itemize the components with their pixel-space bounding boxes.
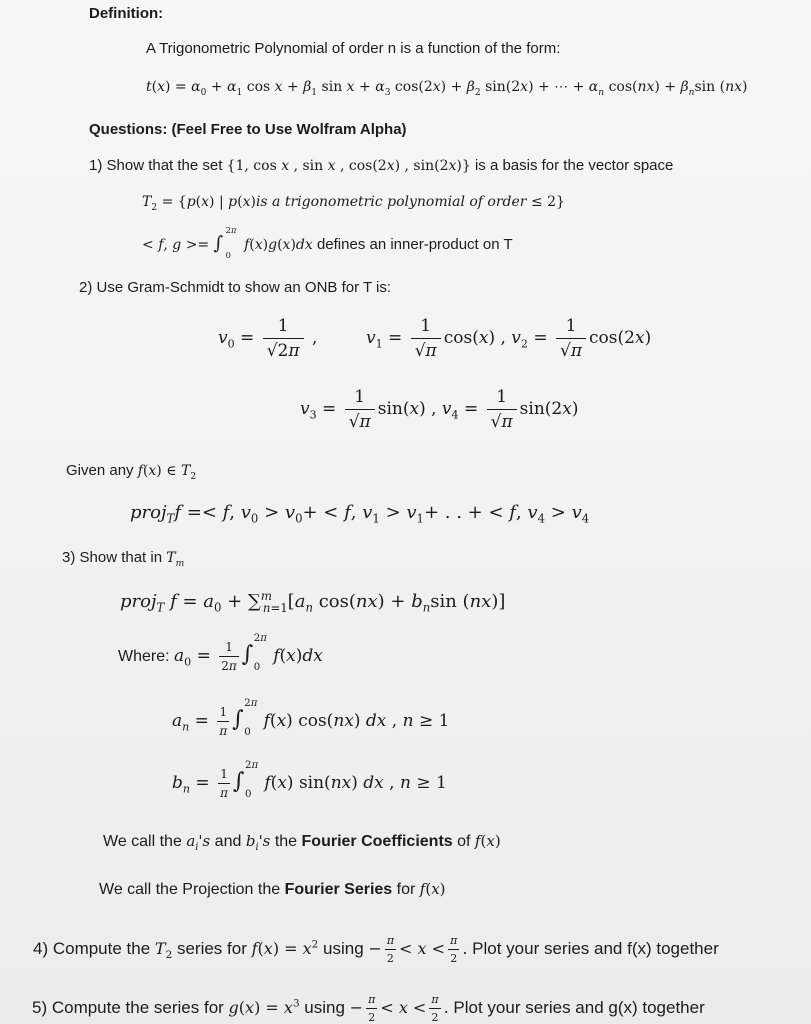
proj-for-text: for <box>396 881 416 898</box>
q5-suffix: Plot your series and g(x) together <box>453 998 705 1017</box>
q1-inner-product-suffix: defines an inner-product on T <box>316 236 513 253</box>
q1-suffix: is a basis for the vector space <box>474 157 674 174</box>
coefficient-a0: Where: $a_0$ = $\frac{1}{2\pi}$ ∫ 2π 0 f(x)dx <box>118 633 323 673</box>
where-label: Where: <box>118 648 170 665</box>
onb-v1-v2: $v_1$ = $\frac{1}{√\pi}$ cos(x) , $v_2$ = $\frac{1}{√\pi}$ cos(2x) <box>366 316 652 361</box>
projection-formula: proj$_T$f =< f, $v_0 > v_0+ < f$, $v_1 > v_1+$ . . + < f, $v_4 > v_4$ <box>130 502 590 526</box>
questions-heading: Questions: (Feel Free to Use Wolfram Alpha) <box>89 121 407 138</box>
question-1 <box>89 157 673 174</box>
definition-heading: Definition: <box>89 5 164 22</box>
question-2: 2) Use Gram-Schmidt to show an ONB for T is: <box>79 279 392 296</box>
question-5: 5) Compute the series for $g(x) = x^3$ using − $\frac{\pi}{2}$ < x < $\frac{\pi}{2}$ . Plot your series and g(x) together <box>32 993 705 1024</box>
q5-using: using <box>304 998 345 1017</box>
proj-pre-text: We call the Projection the <box>99 881 281 898</box>
q4-series-text: series for <box>176 939 247 958</box>
coefficient-an: $a_n$ = $\frac{1}{\pi}$ ∫ 2π 0 f(x) cos(nx) dx , n ≥ 1 <box>172 698 450 738</box>
q1-prefix: 1) Show that the set <box>89 157 223 174</box>
q1-space-definition: $T_2 = \{p(x)$ | p(x)is a trigonometric polynomial of order ≤ 2} <box>142 194 565 213</box>
fourier-series-term: Fourier Series <box>284 881 393 898</box>
given-statement: Given any f(x) ∈ $T_2$ <box>66 462 197 482</box>
q4-prefix: 4) Compute the <box>33 939 151 958</box>
coefficient-bn: $b_n$ = $\frac{1}{\pi}$ ∫ 2π 0 f(x) sin(nx) dx , n ≥ 1 <box>172 760 447 800</box>
fourier-series-note: We call the Projection the Fourier Series for f(x) <box>99 880 446 898</box>
trig-polynomial-formula: $t(x) = \alpha_0 + \alpha_1$ $\cos x + \beta_1$ $\sin x + \alpha_3$ $\cos(2x) + \beta_2$ sin(2x) + ⋯ + $\alpha_n$ $\cos(nx) + \beta_n\sin$ (nx) <box>146 79 748 98</box>
q4-using: using <box>323 939 364 958</box>
q1-inner-product: < f, g >= ∫ 2π 0 f(x)g(x)dx defines an inner-product on T <box>142 225 513 260</box>
fourier-coefficients-note: We call the $a_i's$ and $b_i's$ the Fourier Coefficients of f(x) <box>103 832 501 853</box>
coef-and-text: and <box>214 833 242 850</box>
fourier-projection-formula: proj$_T$ $f = a_0 + \sum^m_{n=1}[a_n$ $\cos(nx) + b_n\sin$ (nx)] <box>120 589 506 615</box>
question-3: 3) Show that in $T_m$ <box>62 549 185 569</box>
question-4: 4) Compute the $T_2$ series for $f(x) = x^2$ using − $\frac{\pi}{2}$ < x < $\frac{\pi}{2}$ . Plot your series and f(x) together <box>33 934 719 965</box>
q4-suffix: Plot your series and f(x) together <box>472 939 719 958</box>
q5-prefix: 5) Compute the series for <box>32 998 224 1017</box>
onb-v3-v4: $v_3$ = $\frac{1}{√\pi}$ sin(x) , $v_4$ = $\frac{1}{√\pi}$ sin(2x) <box>300 387 579 432</box>
coef-of-text: of <box>457 833 471 850</box>
fourier-coefficients-term: Fourier Coefficients <box>301 833 453 850</box>
definition-text: A Trigonometric Polynomial of order n is a function of the form: <box>146 40 561 57</box>
q1-set: {1, cos x , sin x , cos(2x) , sin(2x)} <box>226 158 471 174</box>
onb-v0: $v_0$ = $\frac{1}{√2\pi}$ , <box>218 316 318 361</box>
coef-pre-text: We call the <box>103 833 182 850</box>
